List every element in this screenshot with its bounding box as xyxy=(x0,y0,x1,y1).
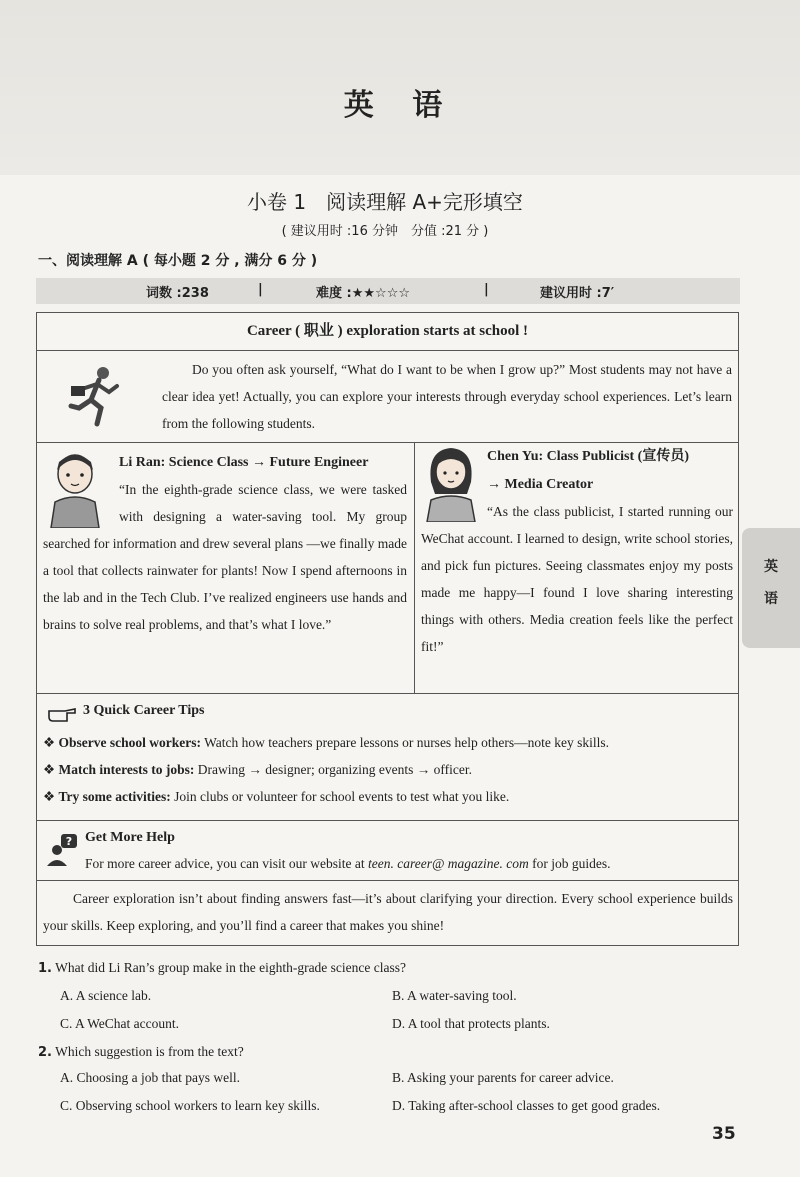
column-divider xyxy=(414,442,415,693)
option-b[interactable]: B. A water-saving tool. xyxy=(392,988,517,1003)
tip-text: Watch how teachers prepare lessons or nurses help others—note key skills. xyxy=(204,735,610,750)
subject-title: 英 语 xyxy=(343,88,457,123)
tip-bullet: ❖ xyxy=(43,762,56,777)
tip-bullet: ❖ xyxy=(43,789,56,804)
intro-paragraph: Do you often ask yourself, “What do I want to be when I grow up?” Most students may not have a clear idea yet! Actually, you can explore your interests through everyday school experiences. Let’s learn from the following students. xyxy=(162,362,732,431)
tip-item xyxy=(43,735,609,751)
student1-name: Li Ran: Science Class → Future Engineer xyxy=(119,455,369,470)
option-a[interactable]: A. Choosing a job that pays well. xyxy=(60,1070,240,1085)
option-c[interactable]: C. Observing school workers to learn key skills. xyxy=(60,1098,320,1113)
boy-avatar-icon xyxy=(43,448,113,528)
student-chen-yu xyxy=(421,442,733,660)
section-heading: 一、阅读理解 A ( 每小题 2 分 , 满分 6 分 ) xyxy=(38,253,318,269)
info-separator: | xyxy=(258,282,263,297)
help-text-after: for job guides. xyxy=(532,856,611,871)
running-businessman-icon xyxy=(63,364,129,430)
word-count: 词数 :238 xyxy=(146,286,209,301)
question-1 xyxy=(38,960,406,976)
website-link[interactable]: teen. career@ magazine. com xyxy=(368,856,529,871)
subject-side-tab xyxy=(742,528,800,648)
passage-intro xyxy=(37,350,738,443)
tip-text: Drawing → designer; organizing events → officer. xyxy=(197,762,473,777)
paper-subtitle: ( 建议用时 :16 分钟 分值 :21 分 ) xyxy=(281,224,489,239)
tip-item xyxy=(43,762,472,778)
student-li-ran xyxy=(43,448,407,638)
tip-item xyxy=(43,789,509,805)
page-number: 35 xyxy=(712,1124,736,1144)
get-help-box xyxy=(37,820,738,881)
tip-label: Match interests to jobs: xyxy=(58,762,195,777)
career-tips-box xyxy=(37,693,738,821)
passage-title: Career ( 职业 ) exploration starts at school ! xyxy=(37,313,738,351)
question-number: 1. xyxy=(38,961,52,976)
option-c[interactable]: C. A WeChat account. xyxy=(60,1016,180,1031)
reading-passage xyxy=(36,312,739,946)
option-a[interactable]: A. A science lab. xyxy=(60,988,152,1003)
paper-title: 小卷 1 阅读理解 A+完形填空 xyxy=(247,190,523,214)
tip-text: Join clubs or volunteer for school events to test what you like. xyxy=(174,789,510,804)
info-separator: | xyxy=(484,282,489,297)
help-text-before: For more career advice, you can visit our website at xyxy=(85,856,365,871)
option-d[interactable]: D. Taking after-school classes to get good grades. xyxy=(392,1098,661,1113)
student-stories xyxy=(37,442,738,694)
closing-paragraph: Career exploration isn’t about finding answers fast—it’s about clarifying your direction. Every school experience builds your skills. Keep exploring, and you’ll find a career that makes you shine! xyxy=(43,891,733,933)
student2-name-line2: → Media Creator xyxy=(487,477,594,492)
student2-story: “As the class publicist, I started running our WeChat account. I learned to design, write school stories, and pick fun pictures. Seeing classmates enjoy my posts made me happy—I found I love sharing interesting things with others. Media creation feels like the perfect fit!” xyxy=(421,504,733,654)
passage-info-bar xyxy=(36,278,740,304)
student2-name-line1: Chen Yu: Class Publicist (宣传员) xyxy=(487,449,689,464)
question-stem: What did Li Ran’s group make in the eighth-grade science class? xyxy=(55,960,407,975)
question-stem: Which suggestion is from the text? xyxy=(55,1044,244,1059)
question-2 xyxy=(38,1044,244,1060)
option-b[interactable]: B. Asking your parents for career advice. xyxy=(392,1070,614,1085)
question-number: 2. xyxy=(38,1045,52,1060)
help-person-icon xyxy=(47,834,79,866)
tip-label: Observe school workers: xyxy=(58,735,201,750)
tip-bullet: ❖ xyxy=(43,735,56,750)
suggested-time: 建议用时 :7′ xyxy=(540,286,615,301)
help-text xyxy=(85,856,611,872)
tips-heading: 3 Quick Career Tips xyxy=(83,703,205,718)
help-heading: Get More Help xyxy=(85,830,175,845)
student1-story: “In the eighth-grade science class, we were tasked with designing a water-saving tool. My group searched for information and drew several plans —we finally made a tool that collects rainwater for plants! Now I spend afternoons in the lab and in the Tech Club. I’ve realized engineers use hands and brains to solve real problems, and that’s what I love.” xyxy=(43,482,407,632)
side-tab-char-2: 语 xyxy=(764,591,778,607)
option-d[interactable]: D. A tool that protects plants. xyxy=(392,1016,550,1031)
pointing-hand-icon xyxy=(47,705,77,723)
girl-avatar-icon xyxy=(421,442,481,522)
side-tab-char-1: 英 xyxy=(764,559,778,575)
difficulty-rating: 难度 :★★☆☆☆ xyxy=(316,286,410,301)
tip-label: Try some activities: xyxy=(58,789,171,804)
svg-text:?: ? xyxy=(65,835,73,848)
